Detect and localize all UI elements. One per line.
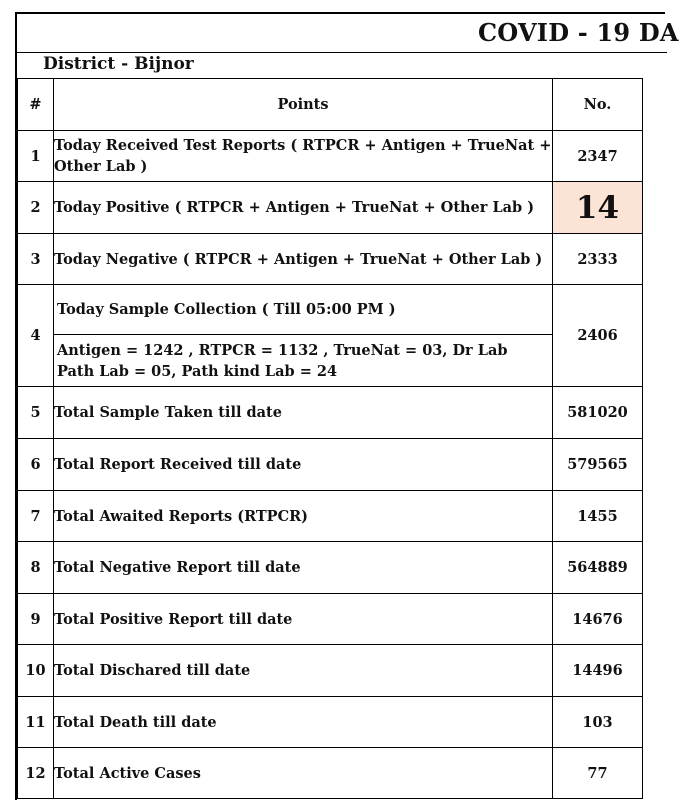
row-index: 1 bbox=[18, 131, 54, 182]
row-index: 5 bbox=[18, 387, 54, 439]
row-index: 3 bbox=[18, 234, 54, 285]
table-row bbox=[18, 234, 643, 285]
column-header-index: # bbox=[18, 79, 54, 131]
row-point: Total Positive Report till date bbox=[54, 594, 553, 645]
row-index: 4 bbox=[18, 285, 54, 387]
table-row bbox=[18, 182, 643, 234]
table-row bbox=[18, 594, 643, 645]
column-header-points: Points bbox=[54, 79, 553, 131]
row-index: 9 bbox=[18, 594, 54, 645]
row-point-split bbox=[54, 285, 553, 387]
table-row bbox=[18, 697, 643, 748]
row-index: 8 bbox=[18, 542, 54, 594]
row-point: Today Negative ( RTPCR + Antigen + TrueNat + Other Lab ) bbox=[54, 234, 553, 285]
report-sheet bbox=[15, 12, 679, 800]
row-index: 12 bbox=[18, 748, 54, 799]
row-value: 581020 bbox=[553, 387, 643, 439]
table-row bbox=[18, 439, 643, 491]
row-point: Today Received Test Reports ( RTPCR + Antigen + TrueNat + Other Lab ) bbox=[54, 131, 553, 182]
row-value: 103 bbox=[553, 697, 643, 748]
today-positive-value: 14 bbox=[553, 182, 643, 234]
district-row bbox=[17, 52, 667, 76]
row-value: 2406 bbox=[553, 285, 643, 387]
covid-data-table bbox=[17, 78, 643, 799]
row-point: Total Dischared till date bbox=[54, 645, 553, 697]
table-row bbox=[18, 285, 643, 387]
row-point: Total Report Received till date bbox=[54, 439, 553, 491]
table-row bbox=[18, 748, 643, 799]
column-header-number: No. bbox=[553, 79, 643, 131]
row-index: 2 bbox=[18, 182, 54, 234]
row-value: 579565 bbox=[553, 439, 643, 491]
title-row bbox=[17, 14, 679, 53]
row-value: 14496 bbox=[553, 645, 643, 697]
row-index: 6 bbox=[18, 439, 54, 491]
table-row bbox=[18, 131, 643, 182]
row-point: Total Awaited Reports (RTPCR) bbox=[54, 491, 553, 542]
sample-collection-title: Today Sample Collection ( Till 05:00 PM ) bbox=[54, 285, 552, 335]
sample-collection-detail: Antigen = 1242 , RTPCR = 1132 , TrueNat = 03, Dr Lab Path Lab = 05, Path kind Lab = 24 bbox=[57, 341, 508, 380]
row-value: 564889 bbox=[553, 542, 643, 594]
row-index: 11 bbox=[18, 697, 54, 748]
row-value: 77 bbox=[553, 748, 643, 799]
table-row bbox=[18, 387, 643, 439]
row-index: 10 bbox=[18, 645, 54, 697]
row-value: 2333 bbox=[553, 234, 643, 285]
district-label: District - Bijnor bbox=[43, 54, 194, 74]
table-header-row bbox=[18, 79, 643, 131]
row-point: Total Active Cases bbox=[54, 748, 553, 799]
table-row bbox=[18, 645, 643, 697]
row-point: Total Negative Report till date bbox=[54, 542, 553, 594]
table-row bbox=[18, 542, 643, 594]
row-value: 14676 bbox=[553, 594, 643, 645]
row-index: 7 bbox=[18, 491, 54, 542]
row-point: Today Positive ( RTPCR + Antigen + TrueNat + Other Lab ) bbox=[54, 182, 553, 234]
row-value: 1455 bbox=[553, 491, 643, 542]
table-row bbox=[18, 491, 643, 542]
row-value: 2347 bbox=[553, 131, 643, 182]
row-point: Total Sample Taken till date bbox=[54, 387, 553, 439]
row-point: Total Death till date bbox=[54, 697, 553, 748]
report-title: COVID - 19 DA bbox=[478, 18, 679, 47]
